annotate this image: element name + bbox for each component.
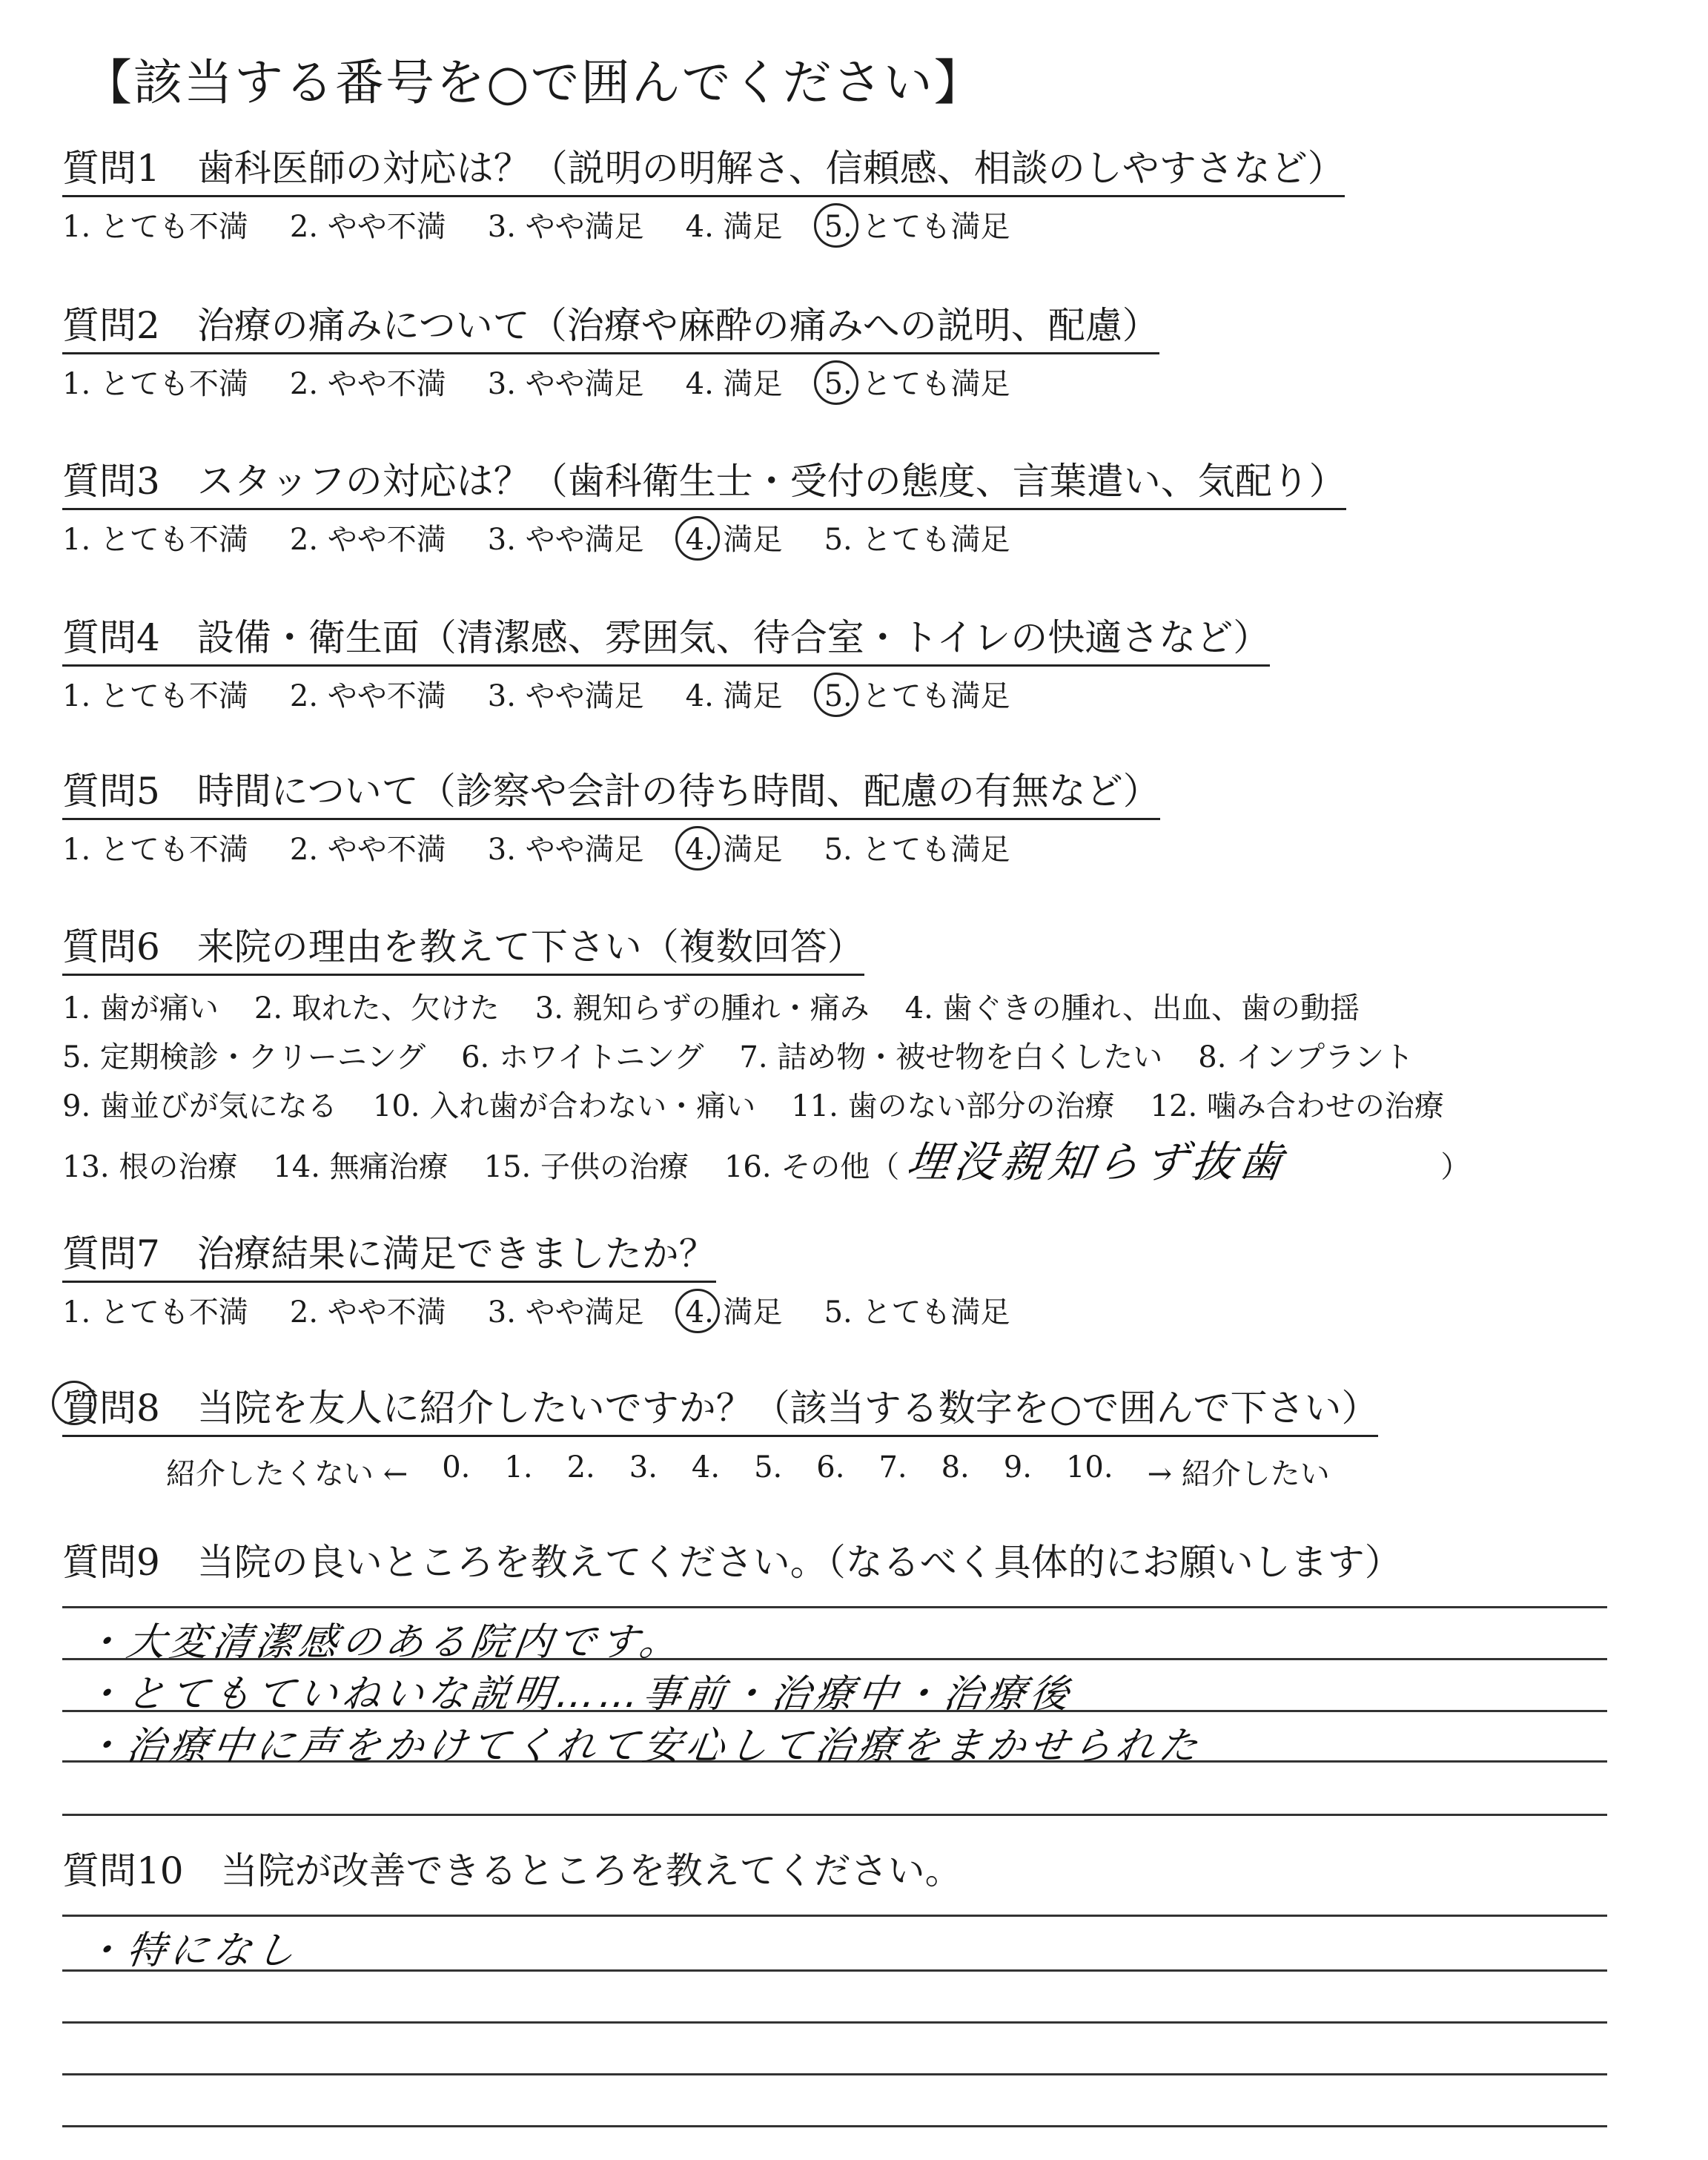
question-text: 歯科医師の対応は？（説明の明解さ、信頼感、相談のしやすさなど） <box>196 147 1345 190</box>
question-number: 質問1 <box>62 147 160 190</box>
rating-option-2: 2. やや不満 <box>289 523 446 557</box>
reason-option: 14. 無痛治療 <box>273 1150 448 1184</box>
question-heading <box>62 618 1270 667</box>
reason-row <box>62 1041 1480 1074</box>
reason-option: 13. 根の治療 <box>62 1150 238 1184</box>
question-number: 質問3 <box>62 460 160 503</box>
other-handwritten-answer: 埋没親知らず抜歯 <box>903 1137 1291 1187</box>
reason-option: 8. インプラント <box>1198 1040 1414 1074</box>
rating-option-1: 1. とても不満 <box>62 210 248 244</box>
question-number: 質問7 <box>62 1232 160 1275</box>
reason-option: 3. 親知らずの腫れ・痛み <box>534 991 870 1025</box>
ruled-line <box>62 2073 1607 2075</box>
question-text: 治療の痛みについて（治療や麻酔の痛みへの説明、配慮） <box>196 304 1159 347</box>
scale-value: 1. <box>504 1450 533 1484</box>
question-8 <box>62 1388 1378 1493</box>
question-heading <box>62 305 1159 354</box>
rating-option-1: 1. とても不満 <box>62 833 248 867</box>
reason-option: 4. 歯ぐきの腫れ、出血、歯の動揺 <box>904 991 1360 1025</box>
question-text: 来院の理由を教えて下さい（複数回答） <box>196 925 864 968</box>
ruled-line <box>62 1915 1607 1917</box>
rating-options <box>62 211 1345 243</box>
scale-right-label: → 紹介したい <box>1147 1457 1330 1491</box>
rating-option-5: 5. とても満足 <box>824 523 1010 557</box>
rating-option-2: 2. やや不満 <box>289 1295 446 1330</box>
question-10 <box>62 1851 962 1898</box>
reason-option: 1. 歯が痛い <box>62 991 219 1025</box>
question-heading <box>62 771 1160 820</box>
question-heading <box>62 1388 1378 1437</box>
rating-option-2: 2. やや不満 <box>289 833 446 867</box>
scale-value: 2. <box>566 1450 595 1484</box>
question-heading <box>62 461 1346 510</box>
rating-option-3: 3. やや満足 <box>487 210 644 244</box>
scale-left-label: 紹介したくない ← <box>166 1457 408 1491</box>
question-text: 時間について（診察や会計の待ち時間、配慮の有無など） <box>196 770 1160 813</box>
question-text: 治療結果に満足できましたか？ <box>196 1232 716 1275</box>
rating-option-5: 5. とても満足 <box>824 1295 1010 1330</box>
scale-value: 4. <box>691 1450 721 1484</box>
scale-value: 6. <box>816 1450 845 1484</box>
rating-option-4: 4. 満足 <box>685 1295 783 1330</box>
reason-option: 5. 定期検診・クリーニング <box>62 1040 426 1074</box>
scale-value: 3. <box>629 1450 658 1484</box>
reason-option: 9. 歯並びが気になる <box>62 1089 337 1123</box>
other-label: 16. その他（ <box>724 1150 900 1184</box>
other-close: ） <box>1440 1150 1471 1184</box>
rating-option-1: 1. とても不満 <box>62 679 248 713</box>
scale-value: 10. <box>1065 1450 1113 1484</box>
rating-option-5: 5. とても満足 <box>824 833 1010 867</box>
reason-row <box>62 1090 1480 1123</box>
rating-option-4: 4. 満足 <box>685 523 783 557</box>
rating-options <box>62 680 1270 713</box>
question-text: スタッフの対応は？（歯科衛生士・受付の態度、言葉遣い、気配り） <box>196 460 1346 503</box>
ruled-line <box>62 2021 1607 2024</box>
reason-option: 12. 噛み合わせの治療 <box>1150 1089 1444 1123</box>
question-7 <box>62 1234 1051 1329</box>
rating-option-3: 3. やや満足 <box>487 523 644 557</box>
rating-options <box>62 368 1159 400</box>
reason-option: 6. ホワイトニング <box>461 1040 704 1074</box>
question-number: 質問4 <box>62 616 160 659</box>
question-heading <box>62 927 864 976</box>
question-heading <box>62 148 1345 197</box>
reason-option: 15. 子供の治療 <box>483 1150 689 1184</box>
question-9 <box>62 1542 1402 1589</box>
answer-lines-q10 <box>62 1910 1607 2147</box>
scale-value: 7. <box>878 1450 907 1484</box>
question-number: 質問5 <box>62 770 160 813</box>
question-4 <box>62 618 1270 713</box>
question-heading <box>62 1851 962 1898</box>
question-6 <box>62 927 1480 1186</box>
page-title: 【該当する番号を○で囲んでください】 <box>83 54 984 111</box>
scale-value: 5. <box>754 1450 783 1484</box>
question-text: 当院の良いところを教えてください。（なるべく具体的にお願いします） <box>196 1541 1402 1584</box>
reason-option: 11. 歯のない部分の治療 <box>791 1089 1115 1123</box>
scale-value: 9. <box>1003 1450 1032 1484</box>
rating-option-5: 5. とても満足 <box>824 210 1010 244</box>
rating-option-1: 1. とても不満 <box>62 367 248 401</box>
rating-option-1: 1. とても不満 <box>62 523 248 557</box>
handwritten-answer: ・治療中に声をかけてくれて安心して治療をまかせられた <box>81 1724 1205 1768</box>
reason-option: 7. 詰め物・被せ物を白くしたい <box>739 1040 1163 1074</box>
rating-option-1: 1. とても不満 <box>62 1295 248 1330</box>
ruled-line <box>62 1606 1607 1608</box>
rating-options <box>62 1296 1051 1329</box>
rating-option-4: 4. 満足 <box>685 367 783 401</box>
rating-options <box>62 524 1346 556</box>
question-number: 質問6 <box>62 925 160 968</box>
rating-option-3: 3. やや満足 <box>487 1295 644 1330</box>
ruled-line <box>62 2125 1607 2127</box>
handwritten-answer: ・大変清潔感のある院内です。 <box>81 1620 686 1665</box>
scale-value: 0. <box>442 1450 471 1484</box>
rating-options <box>62 833 1160 866</box>
question-text: 設備・衛生面（清潔感、雰囲気、待合室・トイレの快適さなど） <box>196 616 1271 659</box>
rating-option-3: 3. やや満足 <box>487 679 644 713</box>
reason-row <box>62 992 1480 1025</box>
rating-option-4: 4. 満足 <box>685 833 783 867</box>
handwritten-answer: ・とてもていねいな説明……事前・治療中・治療後 <box>81 1672 1076 1717</box>
ruled-line <box>62 1814 1607 1816</box>
rating-option-5: 5. とても満足 <box>824 679 1010 713</box>
rating-option-3: 3. やや満足 <box>487 367 644 401</box>
scale-value: 8. <box>941 1450 970 1484</box>
rating-option-4: 4. 満足 <box>685 679 783 713</box>
question-3 <box>62 461 1346 556</box>
question-text: 当院が改善できるところを教えてください。 <box>220 1849 962 1892</box>
rating-option-2: 2. やや不満 <box>289 679 446 713</box>
question-number: 質問9 <box>62 1541 160 1584</box>
rating-option-3: 3. やや満足 <box>487 833 644 867</box>
reason-row <box>62 1139 1480 1186</box>
question-number: 質問10 <box>62 1849 184 1892</box>
rating-option-4: 4. 満足 <box>685 210 783 244</box>
recommend-scale <box>166 1450 1378 1493</box>
question-text: 当院を友人に紹介したいですか？（該当する数字を○で囲んで下さい） <box>196 1387 1379 1430</box>
question-5 <box>62 771 1160 866</box>
reason-options <box>62 992 1480 1186</box>
question-2 <box>62 305 1159 400</box>
question-1 <box>62 148 1345 243</box>
question-heading <box>62 1542 1402 1589</box>
question-heading <box>62 1234 716 1283</box>
handwritten-answer: ・特になし <box>81 1929 302 1973</box>
reason-option: 2. 取れた、欠けた <box>254 991 500 1025</box>
question-number: 質問2 <box>62 304 160 347</box>
question-number: 質問8 <box>62 1387 160 1430</box>
rating-option-2: 2. やや不満 <box>289 367 446 401</box>
answer-lines-q9 <box>62 1602 1607 1824</box>
rating-option-5: 5. とても満足 <box>824 367 1010 401</box>
rating-option-2: 2. やや不満 <box>289 210 446 244</box>
reason-option: 10. 入れ歯が合わない・痛い <box>372 1089 756 1123</box>
